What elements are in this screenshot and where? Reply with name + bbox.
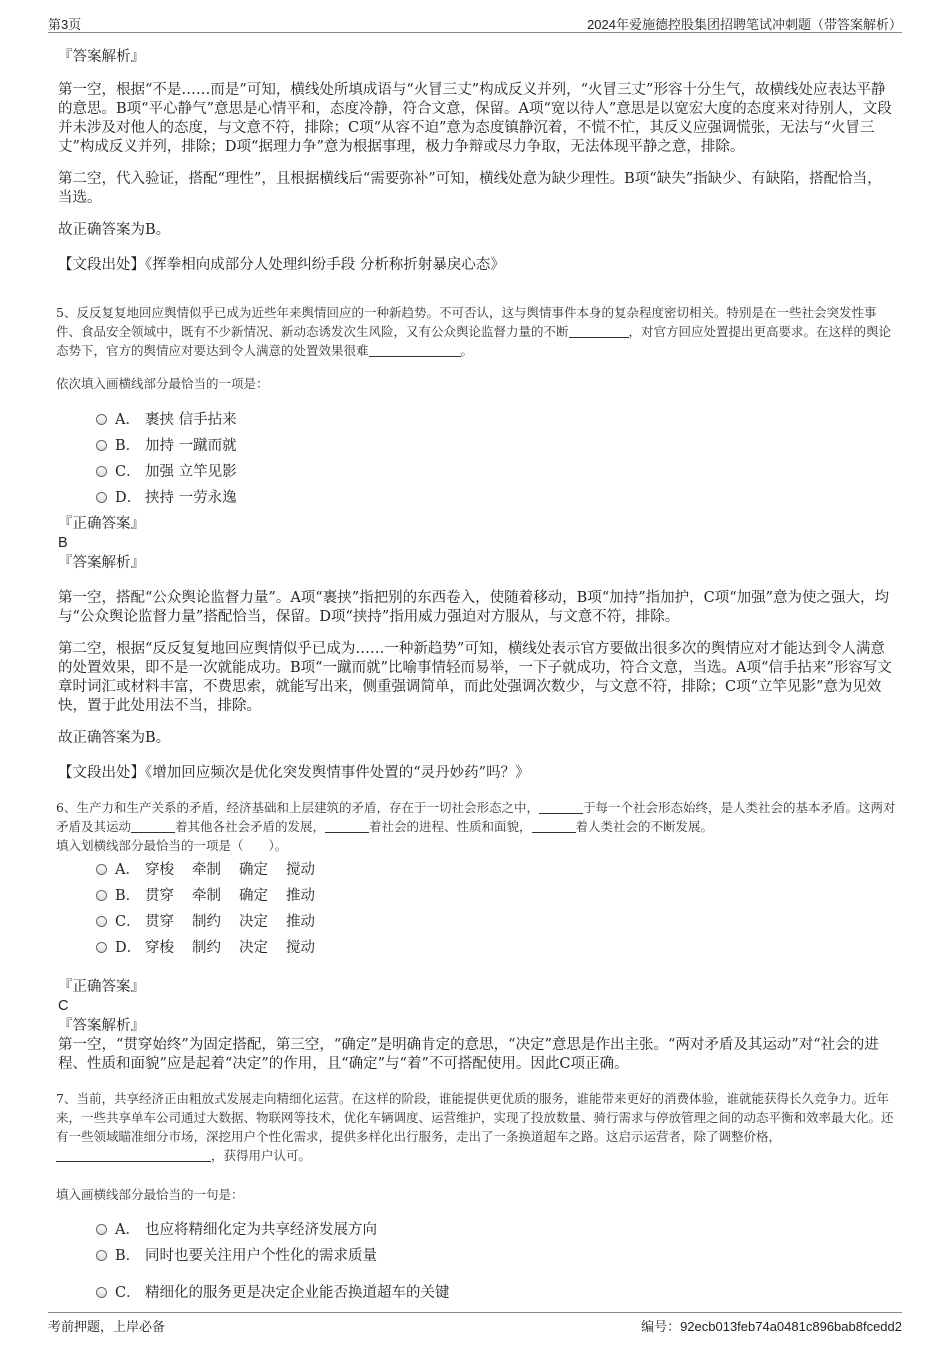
radio-icon[interactable] bbox=[96, 414, 107, 425]
blank bbox=[532, 820, 576, 833]
page-header bbox=[48, 12, 902, 33]
q5-analysis-label: 『答案解析』 bbox=[58, 555, 145, 571]
q5-answer: B bbox=[58, 535, 68, 551]
radio-icon[interactable] bbox=[96, 1224, 107, 1235]
blank bbox=[131, 820, 175, 833]
q6-analysis-label: 『答案解析』 bbox=[58, 1018, 145, 1034]
q5-option-c[interactable]: C． 加强 立竿见影 bbox=[96, 462, 237, 482]
q5-analysis-p1: 第一空，搭配“公众舆论监督力量”。A项“裹挟”指把别的东西卷入，使随着移动，B项“加持”指加护，C项“加强”意为使之强大，均与“公众舆论监督力量”搭配恰当，保留。D项“挟持”指用威力强迫对方服从，与文意不符，排除。 bbox=[58, 590, 890, 625]
radio-icon[interactable] bbox=[96, 864, 107, 875]
q6-option-a[interactable]: A． 穿梭 牵制 确定 搅动 bbox=[96, 860, 315, 880]
document-id: 编号：92ecb013feb74a0481c896bab8fcedd2 bbox=[641, 1319, 902, 1334]
q6-option-b[interactable]: B． 贯穿 牵制 确定 推动 bbox=[96, 886, 315, 906]
radio-icon[interactable] bbox=[96, 916, 107, 927]
q4-source: 【文段出处】《挥拳相向成部分人处理纠纷手段 分析称折射暴戾心态》 bbox=[58, 257, 505, 273]
radio-icon[interactable] bbox=[96, 942, 107, 953]
q6-option-c[interactable]: C． 贯穿 制约 决定 推动 bbox=[96, 912, 315, 932]
blank bbox=[569, 325, 629, 338]
q6-answer: C bbox=[58, 998, 69, 1014]
q5-correct-label: 『正确答案』 bbox=[58, 516, 145, 532]
q5-option-b[interactable]: B． 加持 一蹴而就 bbox=[96, 436, 237, 456]
q5-analysis-p2: 第二空，根据“反反复复地回应舆情似乎已成为……一种新趋势”可知，横线处表示官方要做出很多次的舆情应对才能达到令人满意的处置效果，即不是一次就能成功。B项“一蹴而就”比喻事情轻而易举，一下子就成功，符合文意，当选。A项“信手拈来”形容写文章时词汇或材料丰富，不费思索，就能写出来，侧重强调简单，而此处强调次数少，与文意不符，排除；C项“立竿见影”意为见效快，置于此处用法不当，排除。 bbox=[58, 641, 892, 714]
radio-icon[interactable] bbox=[96, 492, 107, 503]
document-title: 2024年爱施德控股集团招聘笔试冲刺题（带答案解析） bbox=[587, 17, 902, 32]
footer-slogan: 考前押题，上岸必备 bbox=[48, 1319, 166, 1334]
q5-prompt: 依次填入画横线部分最恰当的一项是： bbox=[56, 376, 269, 391]
radio-icon[interactable] bbox=[96, 1250, 107, 1261]
q5-stem: 5、反反复复地回应舆情似乎已成为近些年来舆情回应的一种新趋势。不可否认，这与舆情事件本身的复杂程度密切相关。特别是在一些社会突发性事件、食品安全领域中，既有不少新情况、新动态诱发次生风险，又有公众舆论监督力量的不断 ，对官方回应处置提出更高要求。在这样的舆论态势下，官方的舆情应对要达到令人满意的处置效果很难 。 bbox=[56, 305, 892, 358]
blank bbox=[539, 801, 583, 814]
page-number: 第3页 bbox=[48, 17, 82, 32]
page-footer bbox=[48, 1312, 902, 1335]
blank bbox=[56, 1149, 211, 1162]
radio-icon[interactable] bbox=[96, 890, 107, 901]
radio-icon[interactable] bbox=[96, 1287, 107, 1298]
q6-correct-label: 『正确答案』 bbox=[58, 979, 145, 995]
q7-option-b[interactable]: B． 同时也要关注用户个性化的需求质量 bbox=[96, 1246, 377, 1266]
q7-option-a[interactable]: A． 也应将精细化定为共享经济发展方向 bbox=[96, 1220, 377, 1240]
q7-prompt: 填入画横线部分最恰当的一句是： bbox=[56, 1187, 244, 1202]
q5-option-d[interactable]: D． 挟持 一劳永逸 bbox=[96, 488, 237, 508]
q5-option-a[interactable]: A． 裹挟 信手拈来 bbox=[96, 410, 237, 430]
q4-analysis-p1: 第一空，根据“不是……而是”可知，横线处所填成语与“火冒三丈”构成反义并列，“火冒三丈”形容十分生气，故横线处应表达平静的意思。B项“平心静气”意思是心情平和，态度冷静，符合文意，保留。A项“宽以待人”意思是以宽宏大度的态度来对待别人，文段并未涉及对他人的态度，与文意不符，排除；C项“从容不迫”意为态度镇静沉着，不慌不忙，其反义应强调慌张，无法与“火冒三丈”构成反义并列，排除；D项“据理力争”意为根据事理，极力争辩或尽力争取，无法体现平静之意，排除。 bbox=[58, 82, 892, 155]
q7-option-c[interactable]: C． 精细化的服务更是决定企业能否换道超车的关键 bbox=[96, 1283, 450, 1303]
blank bbox=[325, 820, 369, 833]
q7-stem: 7、当前，共享经济正由粗放式发展走向精细化运营。在这样的阶段，谁能提供更优质的服务，谁能带来更好的消费体验，谁就能获得长久竞争力。近年来，一些共享单车公司通过大数据、物联网等技术，优化车辆调度、运营维护，实现了投放数量、骑行需求与停放管理之间的动态平衡和效率最大化。还有一些领域瞄准细分市场，深挖用户个性化需求，提供多样化出行服务，走出了一条换道超车之路。这启示运营者，除了调整价格，，获得用户认可。 bbox=[56, 1091, 894, 1163]
q6-stem: 6、生产力和生产关系的矛盾，经济基础和上层建筑的矛盾，存在于一切社会形态之中， 于每一个社会形态始终，是人类社会的基本矛盾。这两对矛盾及其运动 着其他各社会矛盾的发展， 着社会的进程、性质和面貌， 着人类社会的不断发展。 bbox=[56, 800, 896, 834]
q5-conclusion: 故正确答案为B。 bbox=[58, 730, 171, 746]
radio-icon[interactable] bbox=[96, 466, 107, 477]
q6-prompt: 填入划横线部分最恰当的一项是（ ）。 bbox=[56, 838, 288, 853]
blank bbox=[369, 344, 461, 357]
radio-icon[interactable] bbox=[96, 440, 107, 451]
q6-analysis-p1: 第一空，“贯穿始终”为固定搭配，第三空，“确定”是明确肯定的意思，“决定”意思是作出主张。“两对矛盾及其运动”对“社会的进程、性质和面貌”应是起着“决定”的作用，且“确定”与“着”不可搭配使用。因此C项正确。 bbox=[58, 1037, 879, 1072]
q5-source: 【文段出处】《增加回应频次是优化突发舆情事件处置的“灵丹妙药”吗？》 bbox=[58, 765, 530, 781]
q6-option-d[interactable]: D． 穿梭 制约 决定 搅动 bbox=[96, 938, 315, 958]
q4-analysis-p2: 第二空，代入验证，搭配“理性”，且根据横线后“需要弥补”可知，横线处意为缺少理性。B项“缺失”指缺少、有缺陷，搭配恰当，当选。 bbox=[58, 171, 882, 206]
q4-conclusion: 故正确答案为B。 bbox=[58, 222, 171, 238]
q4-analysis-label: 『答案解析』 bbox=[58, 49, 145, 65]
